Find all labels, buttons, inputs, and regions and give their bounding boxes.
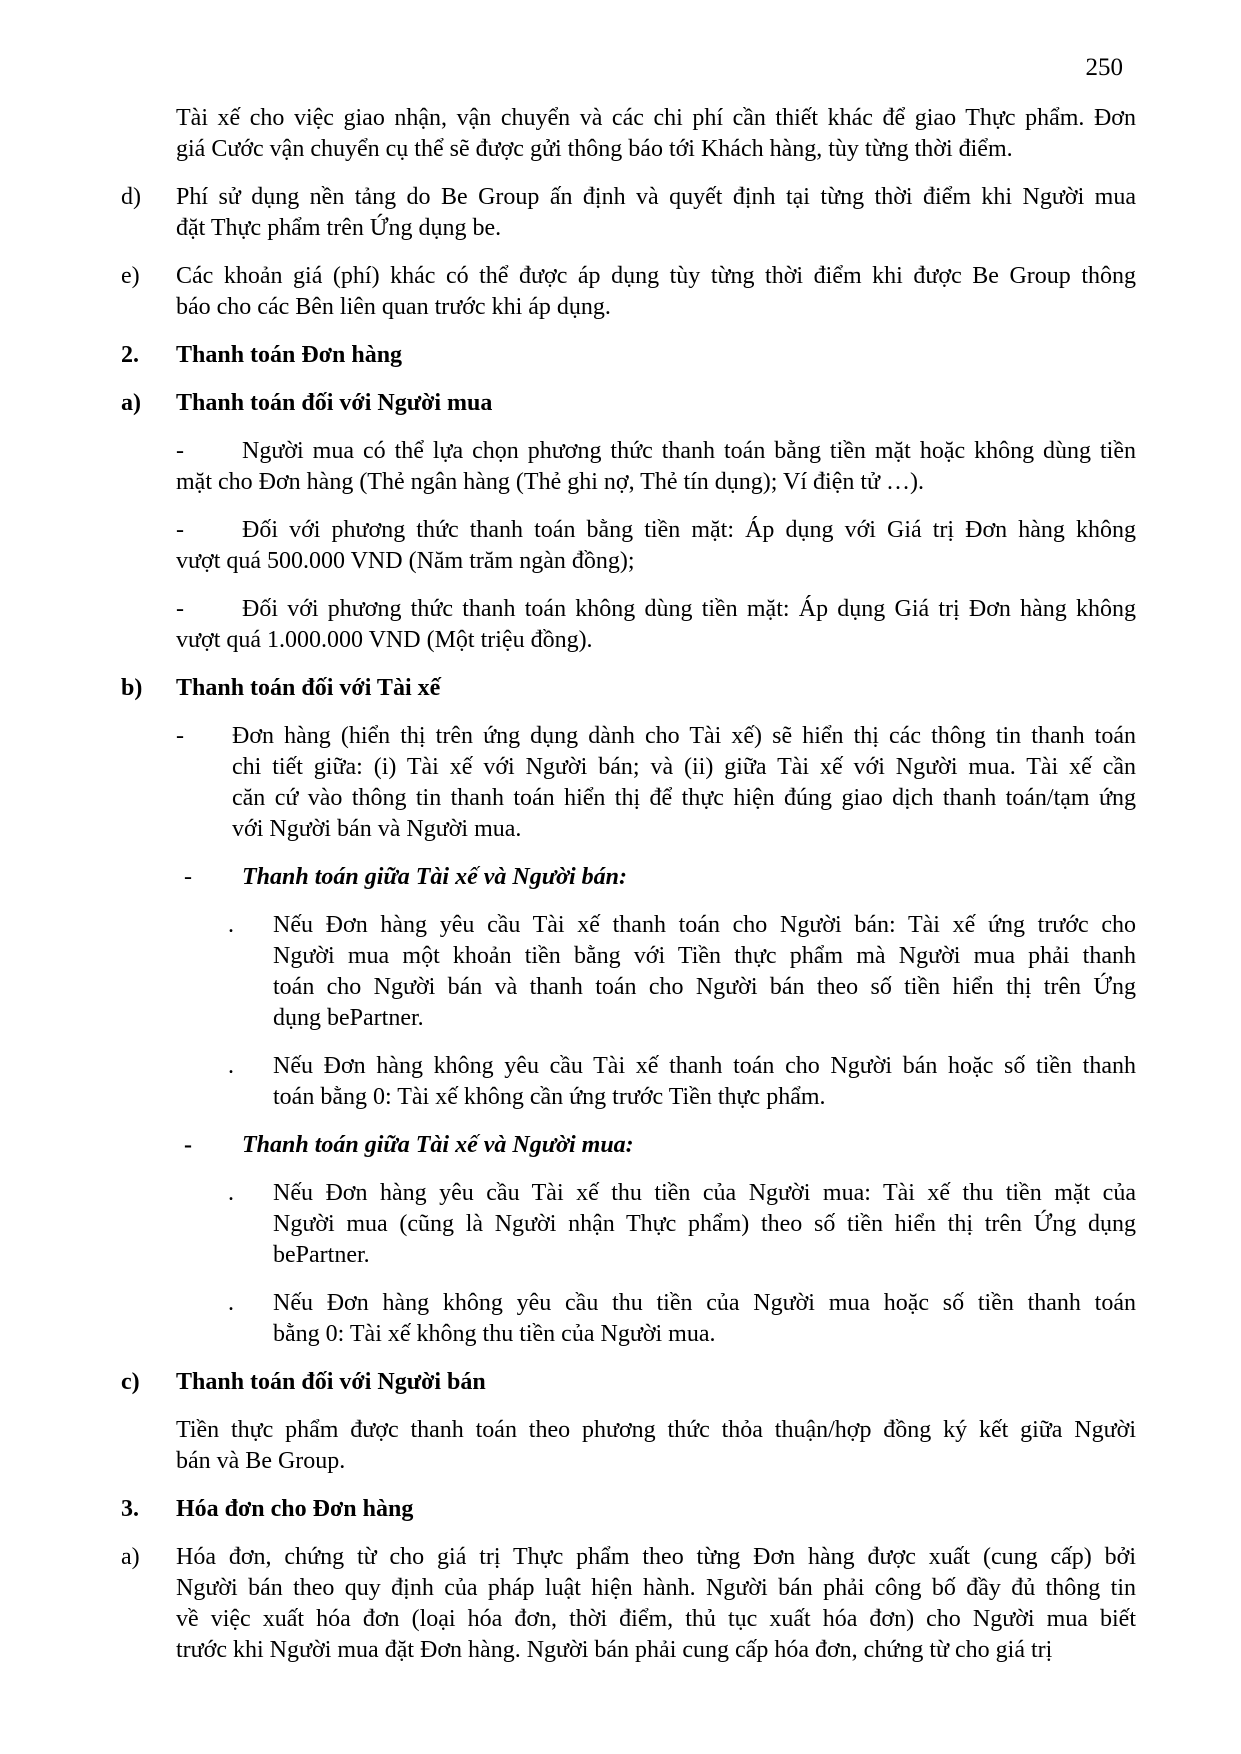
text-line: Nếu Đơn hàng yêu cầu Tài xế thanh toán cho Người bán: Tài xế ứng trước cho: [273, 912, 1136, 938]
sub-bullet-marker: .: [228, 912, 234, 938]
text-line: Tiền thực phẩm được thanh toán theo phương thức thỏa thuận/hợp đồng ký kết giữa Người: [176, 1417, 1136, 1443]
block-sub-bullet: [121, 1178, 1136, 1271]
text-line: Đơn hàng (hiển thị trên ứng dụng dành cho Tài xế) sẽ hiển thị các thông tin thanh toán: [232, 723, 1136, 749]
heading-text: Thanh toán đối với Người bán: [176, 1369, 486, 1395]
bullet-body: [176, 862, 1136, 893]
heading-text: Thanh toán Đơn hàng: [176, 342, 403, 368]
sub-bullet-marker: .: [228, 1290, 234, 1316]
text-line: giá Cước vận chuyển cụ thể sẽ được gửi thông báo tới Khách hàng, tùy từng thời điểm.: [176, 136, 1013, 162]
sub-bullet: [176, 910, 1136, 1034]
bullet-body: [176, 594, 1136, 656]
bullet-marker: -: [176, 596, 184, 622]
text-line: mặt cho Đơn hàng (Thẻ ngân hàng (Thẻ ghi nợ, Thẻ tín dụng); Ví điện tử …).: [176, 469, 925, 495]
heading-text: Thanh toán đối với Tài xế: [176, 675, 441, 701]
bullet-body: [176, 1051, 1136, 1113]
bullet-body: [176, 1178, 1136, 1271]
italic-bullet-text: Thanh toán giữa Tài xế và Người mua:: [242, 1132, 634, 1158]
bullet-marker: -: [176, 517, 184, 543]
italic-bullet: [176, 1130, 1136, 1161]
bullet-marker: -: [176, 438, 184, 464]
italic-bullet: [176, 862, 1136, 893]
list-label: e): [121, 263, 140, 289]
block-bullet-hang: [121, 721, 1136, 845]
bullet-body: [176, 1130, 1136, 1161]
list-label: [121, 1288, 176, 1350]
bullet-marker: -: [176, 723, 184, 749]
bullet-body: [176, 910, 1136, 1034]
page-number: 250: [1085, 54, 1123, 81]
list-label: [121, 515, 176, 577]
paragraph: [176, 261, 1136, 323]
text-line: - Đối với phương thức thanh toán không dùng tiền mặt: Áp dụng Giá trị Đơn hàng không: [176, 596, 1136, 622]
list-label: [121, 436, 176, 498]
text-line: bán và Be Group.: [176, 1448, 346, 1474]
text-line: Hóa đơn, chứng từ cho giá trị Thực phẩm theo từng Đơn hàng được xuất (cung cấp) bởi: [176, 1544, 1136, 1570]
text-line: toán bằng 0: Tài xế không cần ứng trước Tiền thực phẩm.: [273, 1084, 826, 1110]
list-label: [121, 721, 176, 845]
text-line: Nếu Đơn hàng không yêu cầu Tài xế thanh toán cho Người bán hoặc số tiền thanh: [273, 1053, 1136, 1079]
text-line: bằng 0: Tài xế không thu tiền của Người mua.: [273, 1321, 716, 1347]
text-line: bePartner.: [273, 1242, 370, 1268]
bullet-marker: -: [184, 864, 192, 890]
sub-bullet-marker: .: [228, 1053, 234, 1079]
text-line: về việc xuất hóa đơn (loại hóa đơn, thời điểm, thủ tục xuất hóa đơn) cho Người mua biết: [176, 1606, 1136, 1632]
list-label: [121, 594, 176, 656]
list-label: a): [121, 1544, 140, 1570]
text-line: - Đối với phương thức thanh toán bằng tiền mặt: Áp dụng với Giá trị Đơn hàng không: [176, 517, 1136, 543]
text-line: Người mua một khoản tiền bằng với Tiền thực phẩm mà Người mua phải thanh: [273, 943, 1136, 969]
text-line: trước khi Người mua đặt Đơn hàng. Người bán phải cung cấp hóa đơn, chứng từ cho giá trị: [176, 1637, 1053, 1663]
list-label: [121, 910, 176, 1034]
text-line: căn cứ vào thông tin thanh toán hiển thị để thực hiện đúng giao dịch thanh toán/tạm ứng: [232, 785, 1136, 811]
block-sub-bullet: [121, 1288, 1136, 1350]
bullet-body: [176, 1288, 1136, 1350]
block-bullet-margin: [121, 594, 1136, 656]
list-label: [121, 1178, 176, 1271]
text-line: vượt quá 500.000 VND (Năm trăm ngàn đồng);: [176, 548, 635, 574]
bullet-hang: [176, 721, 1136, 845]
text-line: dụng bePartner.: [273, 1005, 424, 1031]
block-heading: [121, 388, 1136, 419]
block-bullet-margin: [121, 515, 1136, 577]
block-heading: [121, 673, 1136, 704]
text-line: vượt quá 1.000.000 VND (Một triệu đồng).: [176, 627, 593, 653]
paragraph: [176, 182, 1136, 244]
text-line: chi tiết giữa: (i) Tài xế với Người bán; và (ii) giữa Tài xế với Người mua. Tài xế cần: [232, 754, 1136, 780]
list-label: 3.: [121, 1496, 139, 1522]
block-heading: [121, 1494, 1136, 1525]
list-label: [121, 103, 176, 165]
sub-bullet: [176, 1178, 1136, 1271]
paragraph: [176, 1415, 1136, 1477]
text-line: báo cho các Bên liên quan trước khi áp dụng.: [176, 294, 611, 320]
text-line: đặt Thực phẩm trên Ứng dụng be.: [176, 215, 502, 241]
sub-bullet: [176, 1051, 1136, 1113]
list-label: [121, 1051, 176, 1113]
bullet-marker: -: [184, 1132, 192, 1158]
list-label: [121, 1415, 176, 1477]
sub-bullet-marker: .: [228, 1180, 234, 1206]
heading-text: Thanh toán đối với Người mua: [176, 390, 493, 416]
document-content: [121, 103, 1136, 1683]
text-line: Nếu Đơn hàng không yêu cầu thu tiền của Người mua hoặc số tiền thanh toán: [273, 1290, 1136, 1316]
text-line: toán cho Người bán và thanh toán cho Người bán theo số tiền hiển thị trên Ứng: [273, 974, 1136, 1000]
text-line: với Người bán và Người mua.: [232, 816, 522, 842]
list-label: a): [121, 390, 141, 416]
text-line: Người mua (cũng là Người nhận Thực phẩm) theo số tiền hiển thị trên Ứng dụng: [273, 1211, 1136, 1237]
sub-bullet: [176, 1288, 1136, 1350]
text-line: Phí sử dụng nền tảng do Be Group ấn định và quyết định tại từng thời điểm khi Người mua: [176, 184, 1136, 210]
italic-bullet-text: Thanh toán giữa Tài xế và Người bán:: [242, 864, 627, 890]
block-italic-bullet: [121, 862, 1136, 893]
block-para: [121, 1542, 1136, 1666]
block-heading: [121, 1367, 1136, 1398]
bullet-body: [176, 436, 1136, 498]
list-label: c): [121, 1369, 140, 1395]
heading-text: Hóa đơn cho Đơn hàng: [176, 1496, 414, 1522]
block-italic-bullet: [121, 1130, 1136, 1161]
block-para: [121, 103, 1136, 165]
block-sub-bullet: [121, 1051, 1136, 1113]
text-line: Tài xế cho việc giao nhận, vận chuyển và các chi phí cần thiết khác để giao Thực phẩm. Đơn: [176, 105, 1136, 131]
text-line: Người bán theo quy định của pháp luật hiện hành. Người bán phải công bố đầy đủ thông tin: [176, 1575, 1136, 1601]
text-line: Các khoản giá (phí) khác có thể được áp dụng tùy từng thời điểm khi được Be Group thông: [176, 263, 1136, 289]
list-label: [121, 862, 176, 893]
paragraph: [176, 1542, 1136, 1666]
block-sub-bullet: [121, 910, 1136, 1034]
text-line: Nếu Đơn hàng yêu cầu Tài xế thu tiền của Người mua: Tài xế thu tiền mặt của: [273, 1180, 1136, 1206]
paragraph: [176, 103, 1136, 165]
text-line: - Người mua có thể lựa chọn phương thức thanh toán bằng tiền mặt hoặc không dùng tiền: [176, 438, 1136, 464]
list-label: [121, 1130, 176, 1161]
block-heading: [121, 340, 1136, 371]
bullet-body: [176, 721, 1136, 845]
block-para: [121, 182, 1136, 244]
block-para: [121, 261, 1136, 323]
list-label: d): [121, 184, 141, 210]
bullet-body: [176, 515, 1136, 577]
list-label: b): [121, 675, 143, 701]
block-para: [121, 1415, 1136, 1477]
list-label: 2.: [121, 342, 139, 368]
block-bullet-margin: [121, 436, 1136, 498]
